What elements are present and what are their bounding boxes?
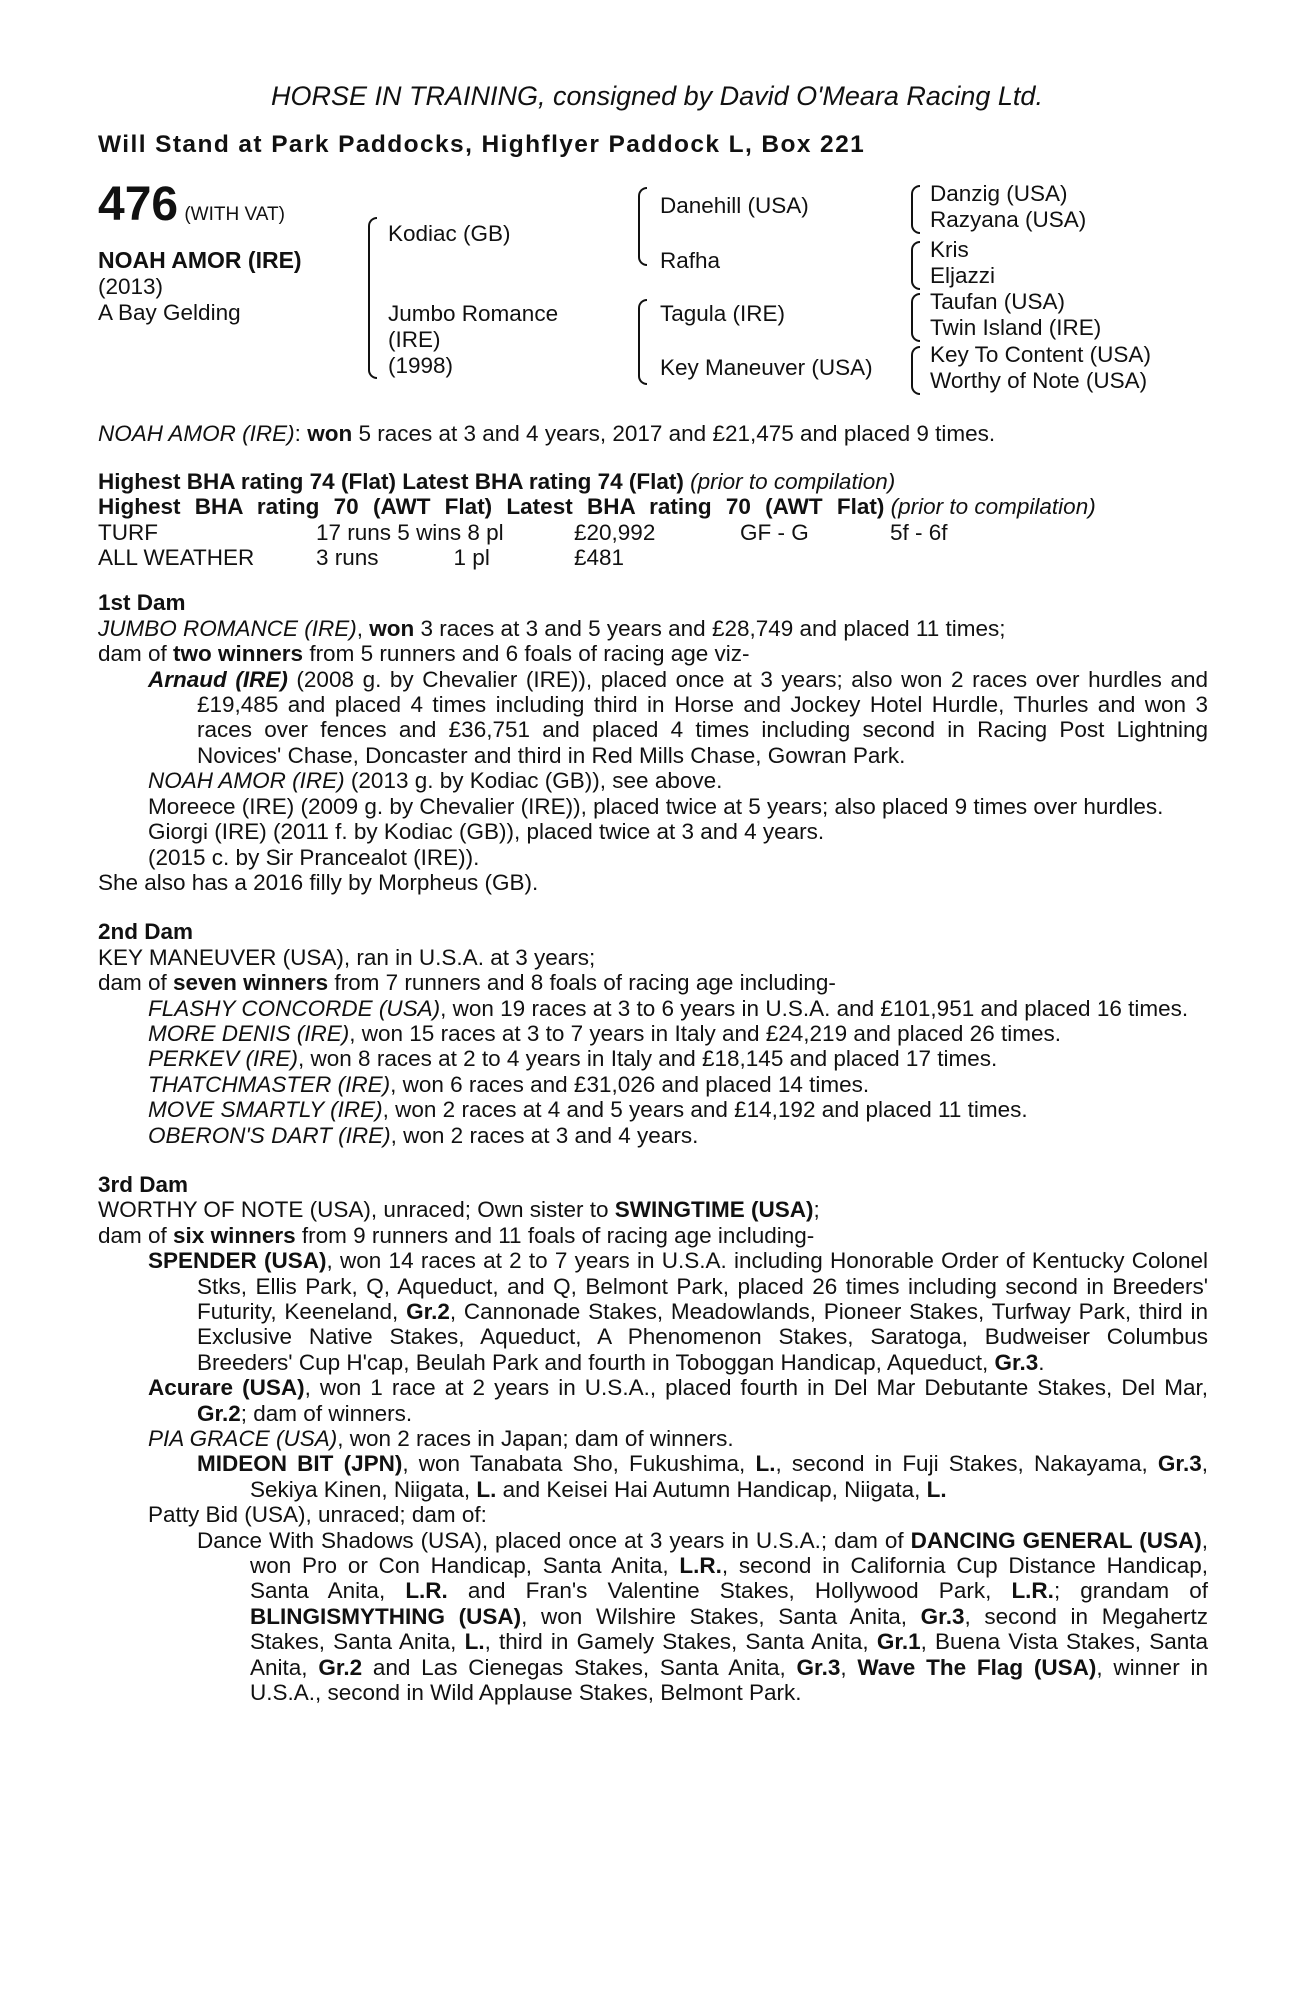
t: ; grandam of (1053, 1578, 1208, 1604)
race-summary (98, 421, 1208, 446)
runner-name: MORE DENIS (IRE) (148, 1020, 350, 1046)
t: , won 2 races in Japan; dam of winners. (337, 1426, 734, 1452)
offspring-arnaud (98, 667, 1208, 769)
t: DANCING GENERAL (USA) (910, 1527, 1202, 1553)
surface-cell: ALL WEATHER (98, 545, 255, 571)
t: SWINGTIME (USA) (614, 1197, 814, 1223)
sire-dam-dam: Eljazzi (930, 263, 996, 289)
runner-name: THATCHMASTER (IRE) (148, 1071, 391, 1097)
third-dam-line (98, 1197, 1208, 1222)
sire: Kodiac (GB) (388, 221, 511, 247)
t: L. (926, 1476, 947, 1502)
dam-dam-dam: Worthy of Note (USA) (930, 368, 1148, 394)
runs-cell: 17 runs 5 wins 8 pl (316, 519, 504, 545)
t: , second in California Cup Distance Handicap, Santa Anita, (250, 1553, 1208, 1604)
t: Dance With Shadows (USA), placed once at 3 years in U.S.A.; dam of (197, 1527, 911, 1553)
summary-colon: : (294, 421, 301, 447)
runs-cell: 3 runs (316, 545, 379, 571)
t: , (840, 1654, 858, 1680)
t: dam of (98, 970, 174, 996)
t: , winner in U.S.A., second in Wild Applause Stakes, Belmont Park. (250, 1654, 1208, 1706)
runner (98, 1072, 1208, 1097)
runner-record: , won 2 races at 3 and 4 years. (390, 1122, 699, 1148)
placed-cell: 1 pl (453, 545, 490, 571)
runner-record: , won 2 races at 4 and 5 years and £14,192 and placed 11 times. (382, 1097, 1028, 1123)
t: BLINGISMYTHING (USA) (250, 1603, 522, 1629)
going-cell (740, 545, 890, 570)
t: L. (476, 1476, 497, 1502)
t: L. (755, 1451, 776, 1477)
gen3-brace-1 (911, 185, 920, 234)
t: L.R. (1011, 1578, 1054, 1604)
t: , won 1 race at 2 years in U.S.A., placed fourth in Del Mar Debutante Stakes, Del Mar, (304, 1375, 1208, 1401)
t: and Keisei Hai Autumn Handicap, Niigata, (496, 1476, 927, 1502)
second-dam-heading: 2nd Dam (98, 919, 194, 945)
runner (98, 996, 1208, 1021)
t: L. (464, 1629, 485, 1655)
vat-label: (WITH VAT) (184, 204, 285, 226)
offspring-noah (98, 768, 1208, 793)
t: dam of (98, 1222, 174, 1248)
going-cell: GF - G (740, 519, 809, 545)
t: , won Pro or Con Handicap, Santa Anita, (250, 1527, 1209, 1579)
table-row (98, 545, 948, 570)
gen3-brace-2 (911, 241, 920, 290)
runner-record: , won 15 races at 3 to 7 years in Italy and £24,219 and placed 26 times. (349, 1020, 1061, 1046)
t: two winners (173, 641, 304, 667)
first-dam-line (98, 616, 1208, 641)
t: six winners (173, 1222, 296, 1248)
offspring-record: (2013 g. by Kodiac (GB)), see above. (344, 768, 723, 794)
dam-dam: Key Maneuver (USA) (660, 355, 873, 381)
offspring-2016-filly: She also has a 2016 filly by Morpheus (GB). (98, 869, 539, 895)
t: , won Wilshire Stakes, Santa Anita, (521, 1603, 921, 1629)
first-dam-record: 3 races at 3 and 5 years and £28,749 and placed 11 times; (414, 615, 1006, 641)
t: dam of (98, 641, 174, 667)
runner-name: PIA GRACE (USA) (148, 1426, 338, 1452)
runner-name: Acurare (USA) (148, 1375, 305, 1401)
summary-won: won (307, 421, 353, 447)
runner-dance-with-shadows (98, 1528, 1208, 1706)
offspring-giorgi: Giorgi (IRE) (2011 f. by Kodiac (GB)), placed twice at 3 and 4 years. (148, 819, 825, 845)
runner-mideon-bit (98, 1451, 1208, 1502)
t: from 9 runners and 11 foals of racing age including- (295, 1222, 815, 1248)
page-title: HORSE IN TRAINING, consigned by David O'Meara Racing Ltd. (271, 81, 1043, 111)
flat-rating-note: (prior to compilation) (683, 468, 896, 494)
catalogue-page (98, 80, 1208, 1706)
awt-rating-note: (prior to compilation) (884, 494, 1096, 520)
sire-dam-sire: Kris (930, 237, 969, 263)
t: Gr.1 (876, 1629, 921, 1655)
sire-dam-brace (368, 217, 377, 379)
t: , won Tanabata Sho, Fukushima, (402, 1451, 756, 1477)
flat-rating: Highest BHA rating 74 (Flat) Latest BHA rating 74 (Flat) (98, 468, 684, 494)
offspring-moreece: Moreece (IRE) (2009 g. by Chevalier (IRE)), placed twice at 5 years; also placed 9 times over hurdles. (148, 793, 1164, 819)
t: , third in Gamely Stakes, Santa Anita, (484, 1629, 877, 1655)
t: , Buena Vista Stakes, Santa Anita, (250, 1629, 1208, 1680)
horse-description: A Bay Gelding (98, 300, 241, 326)
t: Gr.2 (197, 1400, 241, 1426)
performance-table (98, 520, 948, 571)
runner-record: , won 6 races and £31,026 and placed 14 times. (390, 1071, 870, 1097)
t: WORTHY OF NOTE (USA), unraced; Own sister to (98, 1197, 615, 1223)
stand-location: Will Stand at Park Paddocks, Highflyer Paddock L, Box 221 (98, 131, 866, 158)
t: Gr.2 (318, 1654, 363, 1680)
offspring-name: NOAH AMOR (IRE) (148, 768, 345, 794)
first-dam-name: JUMBO ROMANCE (IRE) (98, 615, 357, 641)
dam-year: (1998) (388, 353, 454, 379)
t: Gr.3 (796, 1654, 841, 1680)
pedigree-block (98, 178, 1208, 421)
t: Gr.3 (1157, 1451, 1202, 1477)
lot-number-line (98, 178, 285, 232)
runner-patty-bid: Patty Bid (USA), unraced; dam of: (148, 1502, 487, 1528)
runner-name: PERKEV (IRE) (148, 1046, 299, 1072)
second-dam-produce (98, 970, 1208, 995)
t: L.R. (679, 1553, 722, 1579)
third-dam-heading: 3rd Dam (98, 1171, 189, 1197)
gen3-brace-4 (911, 346, 920, 395)
dam-sire: Tagula (IRE) (660, 301, 786, 327)
gen3-brace-3 (911, 293, 920, 342)
dam-sire-dam: Twin Island (IRE) (930, 315, 1102, 341)
t: from 7 runners and 8 foals of racing age including- (328, 970, 836, 996)
second-dam-line: KEY MANEUVER (USA), ran in U.S.A. at 3 years; (98, 944, 596, 970)
offspring-2015-colt: (2015 c. by Sir Prancealot (IRE)). (148, 844, 480, 870)
runner-record: , won 8 races at 2 to 4 years in Italy and £18,145 and placed 17 times. (298, 1046, 998, 1072)
t: from 5 runners and 6 foals of racing age viz- (303, 641, 750, 667)
prize-cell: £481 (574, 545, 625, 571)
sire-sire: Danehill (USA) (660, 193, 809, 219)
dam-sire-sire: Taufan (USA) (930, 289, 1066, 315)
t: Gr.3 (994, 1349, 1039, 1375)
t: , second in Fuji Stakes, Nakayama, (775, 1451, 1158, 1477)
runner-name: FLASHY CONCORDE (USA) (148, 995, 441, 1021)
summary-text: 5 races at 3 and 4 years, 2017 and £21,475 and placed 9 times. (352, 421, 996, 447)
foaling-year: (2013) (98, 274, 164, 300)
sire-parents-brace (638, 187, 647, 266)
runner-record: , won 19 races at 3 to 6 years in U.S.A. and £101,951 and placed 16 times. (440, 995, 1189, 1021)
runner-name: MIDEON BIT (JPN) (197, 1451, 403, 1477)
runner-acurare (98, 1375, 1208, 1426)
sire-dam: Rafha (660, 248, 721, 274)
dam-origin: (IRE) (388, 327, 441, 353)
t: , Cannonade Stakes, Meadowlands, Pioneer Stakes, Turfway Park, third in Exclusive Native Stakes, Aqueduct, A Phenomenon Stakes, Saratoga, Budweiser Columbus Breeders' Cup H'cap, Beulah Park and fourth in Toboggan Handicap, Aqueduct, (197, 1299, 1208, 1375)
sire-sire-sire: Danzig (USA) (930, 181, 1068, 207)
t: ; (813, 1197, 820, 1223)
distance-cell (890, 545, 948, 570)
t: Wave The Flag (USA) (857, 1654, 1097, 1680)
runner-name: OBERON'S DART (IRE) (148, 1122, 391, 1148)
sire-sire-dam: Razyana (USA) (930, 207, 1087, 233)
runner-spender (98, 1248, 1208, 1375)
awt-rating: Highest BHA rating 70 (AWT Flat) Latest BHA rating 70 (AWT Flat) (98, 494, 885, 520)
t: , won 14 races at 2 to 7 years in U.S.A. including Honorable Order of Kentucky Colonel Stks, Ellis Park, Q, Aqueduct, and Q, Belmont Park, placed 26 times including second in Breeders' Futurity, Keeneland, (197, 1248, 1208, 1324)
third-dam-produce (98, 1223, 1208, 1248)
t: . (1038, 1349, 1045, 1375)
t: and Fran's Valentine Stakes, Hollywood Park, (447, 1578, 1012, 1604)
dam: Jumbo Romance (388, 301, 559, 327)
first-dam-heading: 1st Dam (98, 590, 186, 616)
t: , second in Megahertz Stakes, Santa Anita, (250, 1603, 1209, 1655)
t: L.R. (405, 1578, 448, 1604)
runner (98, 1123, 1208, 1148)
won: won (369, 615, 415, 641)
sep: , (356, 615, 370, 641)
dam-dam-sire: Key To Content (USA) (930, 342, 1151, 368)
bha-ratings (98, 469, 1208, 520)
runner (98, 1046, 1208, 1071)
lot-number: 476 (98, 178, 179, 232)
surface-cell: TURF (98, 519, 158, 545)
t: seven winners (173, 970, 329, 996)
distance-cell: 5f - 6f (890, 519, 948, 545)
runner-pia-grace (98, 1426, 1208, 1451)
runner-name: SPENDER (USA) (148, 1248, 327, 1274)
t: Gr.2 (406, 1299, 450, 1324)
runner (98, 1021, 1208, 1046)
first-dam-produce (98, 641, 1208, 666)
horse-name: NOAH AMOR (IRE) (98, 247, 302, 274)
t: , Sekiya Kinen, Niigata, (250, 1451, 1208, 1502)
offspring-name: Arnaud (IRE) (148, 666, 288, 692)
t: and Las Cienegas Stakes, Santa Anita, (362, 1654, 797, 1680)
runner (98, 1097, 1208, 1122)
t: ; dam of winners. (240, 1400, 413, 1426)
offspring-record: (2008 g. by Chevalier (IRE)), placed once at 3 years; also won 2 races over hurdles and £19,485 and placed 4 times including third in Horse and Jockey Hotel Hurdle, Thurles and won 3 races over fences and £36,751 and placed 4 times including second in Racing Post Lightning Novices' Chase, Doncaster and third in Red Mills Chase, Gowran Park. (197, 666, 1208, 768)
table-row (98, 520, 948, 545)
dam-parents-brace (638, 299, 647, 385)
summary-horse-name: NOAH AMOR (IRE) (98, 421, 295, 447)
prize-cell: £20,992 (574, 519, 656, 545)
t: Gr.3 (920, 1603, 965, 1629)
runner-name: MOVE SMARTLY (IRE) (148, 1097, 383, 1123)
